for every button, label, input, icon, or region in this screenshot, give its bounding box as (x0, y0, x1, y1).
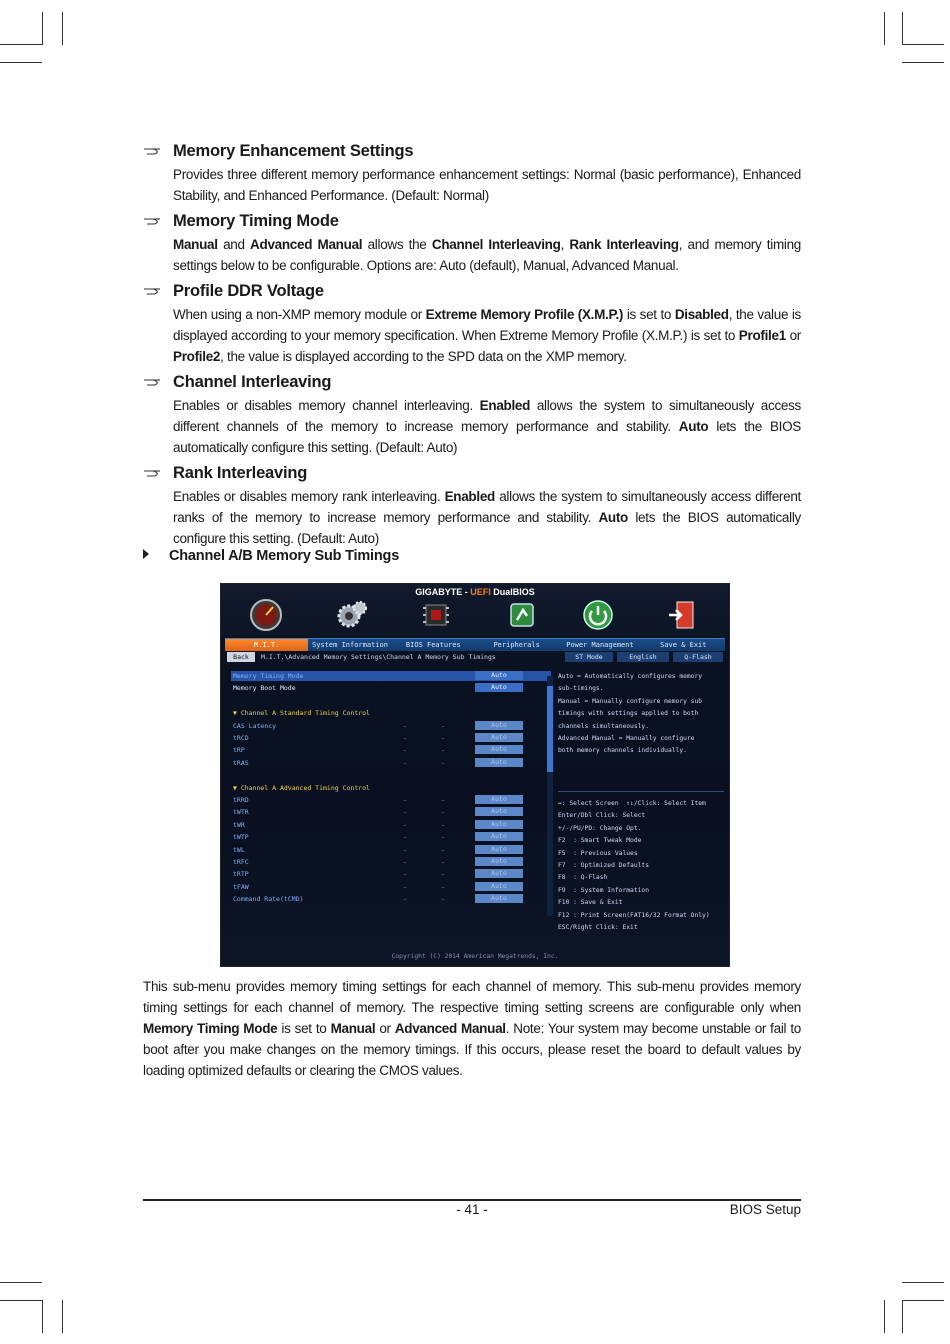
setting-default: - (441, 746, 445, 755)
setting-row[interactable] (231, 894, 551, 904)
text-run: is set to (623, 307, 675, 322)
language-button[interactable]: English (617, 652, 669, 662)
bold-term: Profile2 (173, 349, 221, 364)
setting-label: tWR (233, 820, 245, 829)
brand-uefi: UEFI (470, 587, 491, 597)
help-line: Advanced Manual = Manually configure (558, 735, 695, 743)
section-title: Profile DDR Voltage (173, 282, 324, 300)
subheading-text: Channel A/B Memory Sub Timings (169, 548, 400, 564)
help-line: both memory channels individually. (558, 747, 687, 755)
setting-current: - (403, 845, 407, 854)
setting-value[interactable]: Auto (475, 832, 523, 841)
setting-default: - (441, 721, 445, 730)
setting-default: - (441, 882, 445, 891)
triangle-bullet-icon (143, 549, 149, 559)
setting-value[interactable]: Auto (475, 671, 523, 680)
bold-term: Profile1 (738, 328, 786, 343)
text-run: allows the system to simultaneously access different channels of the memory to increase memory performance and stability. (173, 398, 801, 434)
chip-icon (419, 598, 453, 632)
setting-label: tWL (233, 845, 245, 854)
setting-section (173, 373, 801, 458)
bold-term: Extreme Memory Profile (X.M.P.) (425, 307, 624, 322)
power-icon (581, 598, 615, 632)
bios-settings-list (227, 671, 549, 933)
setting-row[interactable] (231, 820, 551, 830)
text-run: and (217, 237, 251, 252)
setting-current: - (403, 734, 407, 742)
key-hint: +/-/PU/PD: Change Opt. (558, 824, 642, 832)
pointing-hand-icon (143, 468, 163, 478)
text-run: , and memory timing settings below to be configurable. Options are: Auto (default), Manual, Advanced Manual. (173, 237, 802, 273)
text-run: , the value is displayed according to your memory specification. When Extreme Memory Profile (X.M.P.) is set to (173, 307, 801, 343)
help-line: Manual = Manually configure memory sub (558, 697, 703, 705)
bios-keys-panel (558, 798, 724, 934)
text-run: This sub-menu provides memory timing settings for each channel of memory. This sub-menu provides memory timing settings for each channel of memory. The respective timing setting screens are configurable only when (143, 979, 801, 1015)
section-title: Memory Enhancement Settings (173, 142, 414, 160)
brand-left: GIGABYTE - (415, 587, 471, 597)
setting-label: Command Rate(tCMD) (233, 895, 304, 904)
setting-value[interactable]: Auto (475, 795, 523, 804)
setting-row[interactable] (231, 733, 551, 743)
crop-mark (902, 1300, 944, 1301)
setting-row[interactable] (231, 758, 551, 768)
setting-row[interactable] (231, 882, 551, 892)
setting-label: tFAW (233, 882, 249, 891)
setting-value[interactable]: Auto (475, 721, 523, 730)
crop-mark (884, 1300, 885, 1333)
setting-label: Memory Timing Mode (233, 672, 304, 680)
setting-row[interactable] (231, 671, 551, 681)
subheading (143, 548, 399, 564)
crop-mark (902, 12, 903, 45)
crop-mark (62, 12, 63, 45)
setting-row[interactable] (231, 845, 551, 855)
setting-default: - (441, 734, 445, 742)
setting-current: - (403, 796, 407, 804)
setting-value[interactable]: Auto (475, 882, 523, 891)
key-hint: F10 : Save & Exit (558, 899, 623, 907)
setting-value[interactable]: Auto (475, 894, 523, 903)
section-body (173, 234, 801, 276)
text-run: or (785, 328, 802, 343)
setting-row[interactable] (231, 721, 551, 731)
setting-value[interactable]: Auto (475, 820, 523, 829)
text-run: is set to (277, 1021, 331, 1036)
setting-value[interactable]: Auto (475, 745, 523, 754)
setting-current: - (403, 808, 407, 817)
text-run: , (560, 237, 570, 252)
key-hint: Enter/Dbl Click: Select (558, 812, 646, 820)
setting-default: - (441, 858, 445, 866)
key-hint: ↔: Select Screen ↑↓/Click: Select Item (558, 800, 706, 807)
setting-label: CAS Latency (233, 721, 277, 730)
setting-section (173, 212, 801, 276)
bios-screenshot (220, 583, 730, 967)
setting-section (173, 282, 801, 367)
pointing-hand-icon (143, 286, 163, 296)
q-flash-button[interactable]: Q-Flash (673, 652, 723, 662)
text-run: allows the (362, 237, 432, 252)
setting-row (231, 770, 551, 780)
help-line: Auto = Automatically configures memory (558, 673, 703, 680)
section-body (173, 486, 801, 549)
bios-help-panel (558, 671, 724, 758)
exit-door-icon (665, 598, 699, 632)
back-button[interactable]: Back (227, 652, 255, 662)
text-run: Provides three different memory performance enhancement settings: Normal (basic performance), Enhanced Stability, and Enhanced Performance. (Default: Normal) (173, 167, 801, 203)
crop-mark (902, 44, 944, 45)
text-run: Enables or disables memory rank interleaving. (173, 489, 445, 504)
setting-current: - (403, 758, 407, 767)
text-run: lets the BIOS automatically configure this setting. (Default: Auto) (173, 510, 801, 546)
bios-menu-bar (225, 638, 725, 651)
section-title: Memory Timing Mode (173, 212, 339, 230)
menu-tab[interactable]: M.I.T. (225, 639, 308, 651)
setting-label: ▼ Channel A Advanced Timing Control (233, 783, 370, 792)
menu-tab[interactable]: System Information (312, 641, 388, 649)
setting-value[interactable]: Auto (475, 857, 523, 866)
setting-current: - (403, 721, 407, 730)
setting-row (231, 783, 551, 793)
section-body (173, 395, 801, 458)
crop-mark (42, 12, 43, 45)
setting-label: ▼ Channel A Standard Timing Control (233, 709, 370, 718)
setting-row[interactable] (231, 807, 551, 817)
help-line: sub-timings. (558, 685, 604, 693)
crop-mark (884, 12, 885, 45)
setting-current: - (403, 820, 407, 829)
bold-term: Auto (598, 510, 629, 525)
setting-current: - (403, 870, 407, 879)
setting-row[interactable] (231, 795, 551, 805)
crop-mark (0, 62, 42, 63)
setting-default: - (441, 833, 445, 842)
bold-term: Enabled (479, 398, 531, 413)
crop-mark (0, 1282, 42, 1283)
bold-term: Advanced Manual (394, 1021, 506, 1036)
footer-rule (143, 1199, 801, 1201)
text-run: or (375, 1021, 395, 1036)
setting-value[interactable]: Auto (475, 733, 523, 742)
key-hint: F2 : Smart Tweak Mode (558, 837, 642, 845)
setting-row[interactable] (231, 745, 551, 755)
setting-default: - (441, 758, 445, 767)
setting-label: tWTP (233, 833, 249, 842)
setting-current: - (403, 833, 407, 842)
key-hint: F9 : System Information (558, 886, 649, 894)
section-title: Channel Interleaving (173, 373, 332, 391)
bold-term: Memory Timing Mode (143, 1021, 278, 1036)
setting-value[interactable]: Auto (475, 758, 523, 767)
settings-descriptions (173, 142, 801, 555)
text-run: . Note: Your system may become unstable or fail to boot after you make changes on the memory timings. If this occurs, please reset the board to default values by loading optimized defaults or clearing the CMOS values. (143, 1021, 801, 1078)
section-body (173, 304, 801, 367)
bold-term: Auto (678, 419, 709, 434)
bold-term: Disabled (674, 307, 729, 322)
setting-default: - (441, 808, 445, 817)
scrollbar-thumb[interactable] (547, 686, 553, 772)
setting-label: tRRD (233, 796, 249, 804)
menu-tab[interactable]: Save & Exit (660, 641, 707, 649)
pointing-hand-icon (143, 377, 163, 387)
text-run: When using a non-XMP memory module or (173, 307, 426, 322)
key-hint: F8 : Q-Flash (558, 874, 608, 882)
help-line: timings with settings applied to both (558, 710, 699, 718)
scrollbar[interactable] (547, 676, 553, 916)
peripherals-icon (505, 598, 539, 632)
setting-default: - (441, 870, 445, 879)
setting-current: - (403, 746, 407, 755)
crop-mark (902, 1300, 903, 1333)
divider (558, 791, 724, 792)
setting-row[interactable] (231, 683, 551, 693)
text-run: Enables or disables memory channel interleaving. (173, 398, 480, 413)
setting-current: - (403, 895, 407, 904)
bios-path-bar (225, 652, 725, 662)
setting-row (231, 696, 551, 706)
bold-term: Manual (173, 237, 218, 252)
setting-default: - (441, 820, 445, 829)
crop-mark (42, 1300, 43, 1333)
page-number: - 41 - (456, 1202, 488, 1217)
crop-mark (902, 1282, 944, 1283)
setting-current: - (403, 858, 407, 866)
setting-value[interactable]: Auto (475, 869, 523, 878)
bold-term: Channel Interleaving (431, 237, 561, 252)
setting-current: - (403, 882, 407, 891)
bios-copyright: Copyright (C) 2014 American Megatrends, Inc. (391, 953, 559, 960)
gears-icon (335, 598, 369, 632)
pointing-hand-icon (143, 216, 163, 226)
text-run: , the value is displayed according to the SPD data on the XMP memory. (220, 349, 627, 364)
setting-value[interactable]: Auto (475, 845, 523, 854)
speedometer-icon (249, 598, 283, 632)
setting-default: - (441, 895, 445, 904)
crop-mark (0, 1300, 42, 1301)
bios-header (221, 584, 729, 636)
setting-row (231, 708, 551, 718)
crop-mark (62, 1300, 63, 1333)
setting-row[interactable] (231, 869, 551, 879)
breadcrumb: M.I.T.\Advanced Memory Settings\Channel A Memory Sub Timings (261, 653, 496, 661)
setting-value[interactable]: Auto (475, 683, 523, 692)
footer-section: BIOS Setup (729, 1202, 801, 1217)
bold-term: Manual (330, 1021, 376, 1036)
crop-mark (902, 62, 944, 63)
setting-row[interactable] (231, 857, 551, 867)
menu-tab[interactable]: Power Management (566, 641, 634, 649)
setting-value[interactable]: Auto (475, 807, 523, 816)
setting-default: - (441, 845, 445, 854)
setting-section (173, 464, 801, 549)
bios-brand (221, 587, 729, 597)
menu-tab[interactable]: Peripherals (493, 641, 540, 649)
menu-tab[interactable]: BIOS Features (405, 641, 461, 649)
bold-term: Enabled (444, 489, 495, 504)
description-paragraph (143, 976, 801, 1081)
crop-mark (0, 44, 42, 45)
section-body (173, 164, 801, 206)
setting-label: tRCD (233, 734, 249, 742)
key-hint: F5 : Previous Values (558, 849, 638, 857)
help-line: channels simultaneously. (558, 722, 649, 730)
setting-default: - (441, 796, 445, 804)
text-run: allows the system to simultaneously access different ranks of the memory to increase memory performance and stability. (173, 489, 801, 525)
setting-label: tRAS (233, 758, 249, 767)
setting-section (173, 142, 801, 206)
setting-label: tRP (233, 746, 245, 755)
setting-label: tRFC (233, 858, 249, 866)
setting-row[interactable] (231, 832, 551, 842)
section-title: Rank Interleaving (173, 464, 308, 482)
pointing-hand-icon (143, 146, 163, 156)
key-hint: ESC/Right Click: Exit (558, 924, 638, 932)
setting-label: tWTR (233, 808, 249, 817)
key-hint: F7 : Optimized Defaults (558, 862, 649, 870)
brand-right: DualBIOS (490, 587, 535, 597)
key-hint: F12 : Print Screen(FAT16/32 Format Only) (558, 911, 710, 919)
bold-term: Rank Interleaving (569, 237, 679, 252)
bold-term: Advanced Manual (250, 237, 363, 252)
text-run: lets the BIOS automatically configure this setting. (Default: Auto) (173, 419, 802, 455)
st-mode-button[interactable]: ST Mode (565, 652, 613, 662)
setting-label: Memory Boot Mode (233, 684, 296, 693)
setting-label: tRTP (233, 870, 249, 879)
